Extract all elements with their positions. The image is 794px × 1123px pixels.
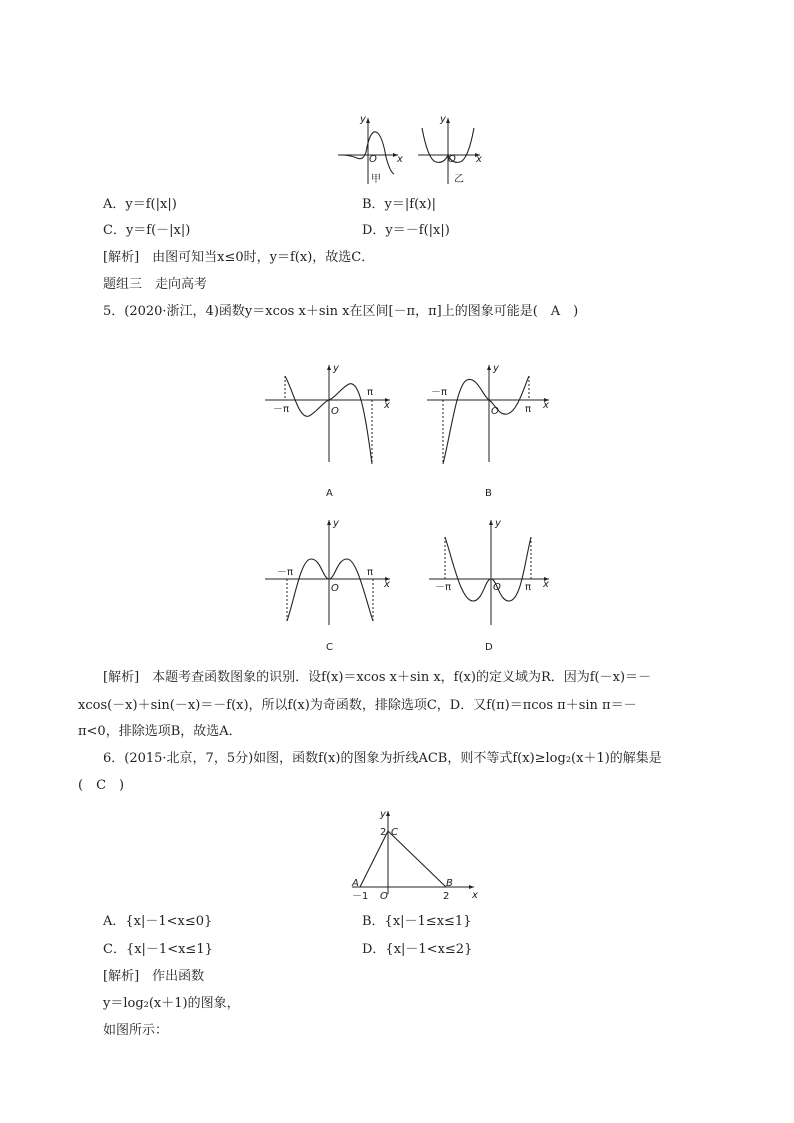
q5c-o: O [331,583,339,594]
q6-figure [342,808,482,903]
q6-stem-line-2: ( C ) [78,778,125,793]
q5a-caption: A [326,488,333,499]
q6-option-d: D．{x|－1<x≤2} [362,942,473,957]
q5a-pi: π [367,387,374,398]
q6-analysis-line-3: 如图所示： [103,1023,169,1038]
q5d-y: y [495,518,501,529]
q5a-o: O [331,406,339,417]
q5-graph-a [265,362,395,502]
q5a-x: x [384,400,390,411]
q5-stem: 5．(2020·浙江，4)函数y＝xcos x＋sin x在区间[－π，π]上的图象可能是( A ) [103,304,579,319]
q6-stem-line-1: 6．(2015·北京，7，5分)如图，函数f(x)的图象为折线ACB，则不等式f(x)≥log₂(x＋1)的解集是 [103,751,662,766]
q5c-x: x [384,579,390,590]
q4-option-c: C．y＝f(－|x|) [103,223,191,238]
q6-option-c: C．{x|－1<x≤1} [103,942,213,957]
q6-fig-a: A [352,878,359,889]
fig1-left-y: y [360,114,366,125]
q5c-caption: C [326,642,333,653]
q5-graph-b [427,362,557,502]
q6-option-a: A．{x|－1<x≤0} [103,914,213,929]
q6-analysis-line-1: [解析] 作出函数 [103,969,205,984]
q5d-neg-pi: －π [435,582,452,593]
q5a-neg-pi: －π [273,404,290,415]
q5-analysis-line-3: π<0，排除选项B，故选A． [78,724,242,739]
q6-fig-two-y: 2 [380,827,387,838]
q5b-caption: B [485,488,492,499]
q5c-y: y [333,518,339,529]
fig1-caption-yi: 乙 [454,174,464,185]
q5-analysis-line-1: [解析] 本题考查函数图象的识别．设f(x)＝xcos x＋sin x，f(x)的定义域为R．因为f(－x)＝－ [103,670,652,685]
q6-fig-y: y [380,809,386,820]
fig1-left-x: x [397,154,403,165]
q6-fig-x: x [472,890,478,901]
group-title: 题组三 走向高考 [103,277,208,292]
q5d-pi: π [525,582,532,593]
q5d-x: x [543,579,549,590]
q5b-pi: π [525,404,532,415]
q6-fig-two-x: 2 [443,891,450,902]
q5-analysis-line-2: xcos(－x)＋sin(－x)＝－f(x)，所以f(x)为奇函数，排除选项C，D．又f(π)＝πcos π＋sin π＝－ [78,698,637,713]
q5a-y: y [333,363,339,374]
fig1-left-o: O [369,154,377,165]
q5b-x: x [543,400,549,411]
q4-option-d: D．y＝－f(|x|) [362,223,450,238]
q6-fig-b: B [446,878,453,889]
q6-analysis-line-2: y＝log₂(x＋1)的图象， [103,996,240,1011]
q5c-pi: π [367,567,374,578]
fig1-right-o: O [448,154,456,165]
fig1-caption-jia: 甲 [371,174,381,185]
q6-fig-c: C [391,827,398,838]
q5d-caption: D [485,642,493,653]
q5-graph-c [265,517,395,657]
fig1-right-x: x [476,154,482,165]
q5b-y: y [493,363,499,374]
q4-option-b: B．y＝|f(x)| [362,197,436,212]
q5b-o: O [491,406,499,417]
q6-option-b: B．{x|－1≤x≤1} [362,914,472,929]
figure-jia-yi [330,112,490,187]
q4-option-a: A．y＝f(|x|) [103,197,177,212]
q5c-neg-pi: －π [277,567,294,578]
q6-fig-o: O [380,891,388,902]
q5d-o: O [493,582,501,593]
q5b-neg-pi: －π [431,387,448,398]
q5-graph-d [427,517,557,657]
q4-analysis: [解析] 由图可知当x≤0时，y＝f(x)，故选C． [103,250,375,265]
q6-fig-neg1: －1 [352,891,369,902]
fig1-right-y: y [440,114,446,125]
